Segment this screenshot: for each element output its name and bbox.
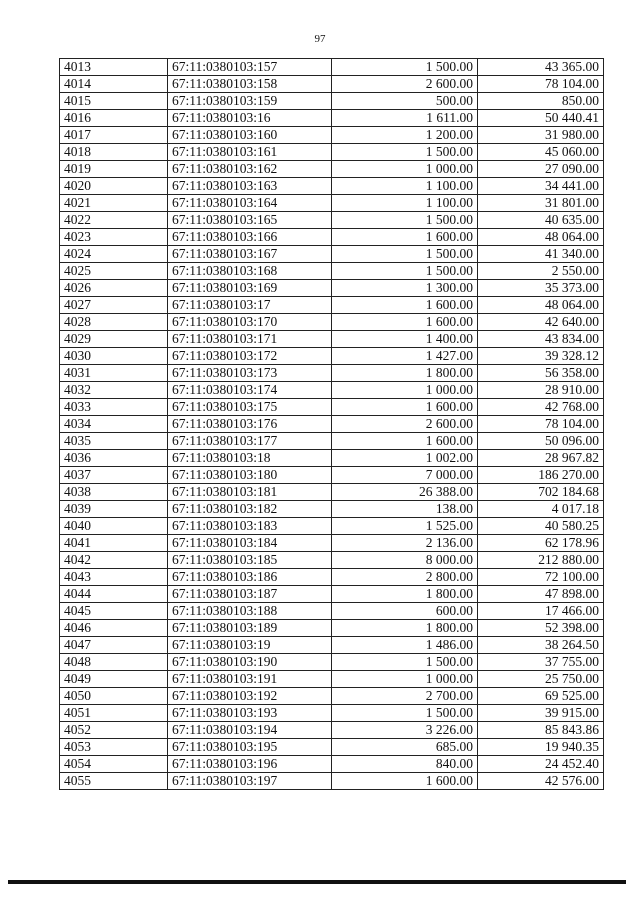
value-cell: 40 580.25 — [478, 518, 604, 535]
row-number-cell: 4038 — [60, 484, 168, 501]
area-cell: 1 002.00 — [332, 450, 478, 467]
table-row — [60, 127, 604, 144]
value-cell: 85 843.86 — [478, 722, 604, 739]
row-number-cell: 4018 — [60, 144, 168, 161]
value-cell: 42 576.00 — [478, 773, 604, 790]
row-number-cell: 4037 — [60, 467, 168, 484]
area-cell: 2 136.00 — [332, 535, 478, 552]
area-cell: 1 000.00 — [332, 382, 478, 399]
area-cell: 1 200.00 — [332, 127, 478, 144]
table-row — [60, 212, 604, 229]
row-number-cell: 4019 — [60, 161, 168, 178]
value-cell: 4 017.18 — [478, 501, 604, 518]
area-cell: 1 800.00 — [332, 620, 478, 637]
row-number-cell: 4030 — [60, 348, 168, 365]
row-number-cell: 4015 — [60, 93, 168, 110]
cadastral-number-cell: 67:11:0380103:195 — [168, 739, 332, 756]
area-cell: 840.00 — [332, 756, 478, 773]
cadastral-number-cell: 67:11:0380103:180 — [168, 467, 332, 484]
table-row — [60, 569, 604, 586]
value-cell: 25 750.00 — [478, 671, 604, 688]
cadastral-number-cell: 67:11:0380103:162 — [168, 161, 332, 178]
row-number-cell: 4039 — [60, 501, 168, 518]
area-cell: 1 800.00 — [332, 365, 478, 382]
value-cell: 28 910.00 — [478, 382, 604, 399]
table-row — [60, 76, 604, 93]
table-row — [60, 756, 604, 773]
value-cell: 43 365.00 — [478, 59, 604, 76]
value-cell: 40 635.00 — [478, 212, 604, 229]
area-cell: 1 427.00 — [332, 348, 478, 365]
value-cell: 37 755.00 — [478, 654, 604, 671]
value-cell: 19 940.35 — [478, 739, 604, 756]
area-cell: 1 600.00 — [332, 773, 478, 790]
row-number-cell: 4049 — [60, 671, 168, 688]
cadastral-number-cell: 67:11:0380103:169 — [168, 280, 332, 297]
table-row — [60, 688, 604, 705]
row-number-cell: 4052 — [60, 722, 168, 739]
row-number-cell: 4022 — [60, 212, 168, 229]
row-number-cell: 4034 — [60, 416, 168, 433]
area-cell: 1 000.00 — [332, 671, 478, 688]
value-cell: 43 834.00 — [478, 331, 604, 348]
cadastral-number-cell: 67:11:0380103:192 — [168, 688, 332, 705]
table-row — [60, 722, 604, 739]
cadastral-number-cell: 67:11:0380103:18 — [168, 450, 332, 467]
table-row — [60, 739, 604, 756]
area-cell: 1 500.00 — [332, 705, 478, 722]
table-row — [60, 195, 604, 212]
row-number-cell: 4041 — [60, 535, 168, 552]
row-number-cell: 4016 — [60, 110, 168, 127]
area-cell: 1 500.00 — [332, 59, 478, 76]
table-row — [60, 110, 604, 127]
value-cell: 56 358.00 — [478, 365, 604, 382]
value-cell: 17 466.00 — [478, 603, 604, 620]
cadastral-number-cell: 67:11:0380103:189 — [168, 620, 332, 637]
table-row — [60, 280, 604, 297]
table-row — [60, 178, 604, 195]
area-cell: 2 700.00 — [332, 688, 478, 705]
row-number-cell: 4025 — [60, 263, 168, 280]
area-cell: 2 800.00 — [332, 569, 478, 586]
table-row — [60, 161, 604, 178]
cadastral-number-cell: 67:11:0380103:197 — [168, 773, 332, 790]
cadastral-number-cell: 67:11:0380103:161 — [168, 144, 332, 161]
row-number-cell: 4048 — [60, 654, 168, 671]
area-cell: 1 600.00 — [332, 229, 478, 246]
area-cell: 1 600.00 — [332, 314, 478, 331]
value-cell: 42 768.00 — [478, 399, 604, 416]
value-cell: 50 096.00 — [478, 433, 604, 450]
area-cell: 1 500.00 — [332, 212, 478, 229]
table-row — [60, 620, 604, 637]
value-cell: 42 640.00 — [478, 314, 604, 331]
table-row — [60, 433, 604, 450]
value-cell: 72 100.00 — [478, 569, 604, 586]
row-number-cell: 4054 — [60, 756, 168, 773]
row-number-cell: 4014 — [60, 76, 168, 93]
row-number-cell: 4023 — [60, 229, 168, 246]
row-number-cell: 4051 — [60, 705, 168, 722]
value-cell: 2 550.00 — [478, 263, 604, 280]
value-cell: 35 373.00 — [478, 280, 604, 297]
area-cell: 1 486.00 — [332, 637, 478, 654]
value-cell: 38 264.50 — [478, 637, 604, 654]
area-cell: 3 226.00 — [332, 722, 478, 739]
cadastral-number-cell: 67:11:0380103:166 — [168, 229, 332, 246]
row-number-cell: 4031 — [60, 365, 168, 382]
cadastral-number-cell: 67:11:0380103:160 — [168, 127, 332, 144]
table-row — [60, 416, 604, 433]
area-cell: 1 000.00 — [332, 161, 478, 178]
cadastral-number-cell: 67:11:0380103:185 — [168, 552, 332, 569]
row-number-cell: 4045 — [60, 603, 168, 620]
cadastral-number-cell: 67:11:0380103:187 — [168, 586, 332, 603]
row-number-cell: 4020 — [60, 178, 168, 195]
area-cell: 1 600.00 — [332, 433, 478, 450]
cadastral-number-cell: 67:11:0380103:191 — [168, 671, 332, 688]
cadastral-number-cell: 67:11:0380103:194 — [168, 722, 332, 739]
value-cell: 28 967.82 — [478, 450, 604, 467]
cadastral-number-cell: 67:11:0380103:17 — [168, 297, 332, 314]
cadastral-number-cell: 67:11:0380103:173 — [168, 365, 332, 382]
table-row — [60, 93, 604, 110]
cadastral-number-cell: 67:11:0380103:172 — [168, 348, 332, 365]
area-cell: 685.00 — [332, 739, 478, 756]
value-cell: 212 880.00 — [478, 552, 604, 569]
cadastral-number-cell: 67:11:0380103:196 — [168, 756, 332, 773]
cadastral-number-cell: 67:11:0380103:19 — [168, 637, 332, 654]
cadastral-number-cell: 67:11:0380103:167 — [168, 246, 332, 263]
row-number-cell: 4042 — [60, 552, 168, 569]
area-cell: 1 400.00 — [332, 331, 478, 348]
table-row — [60, 382, 604, 399]
cadastral-number-cell: 67:11:0380103:177 — [168, 433, 332, 450]
value-cell: 78 104.00 — [478, 76, 604, 93]
table-row — [60, 467, 604, 484]
row-number-cell: 4021 — [60, 195, 168, 212]
area-cell: 1 500.00 — [332, 263, 478, 280]
value-cell: 48 064.00 — [478, 297, 604, 314]
area-cell: 26 388.00 — [332, 484, 478, 501]
table-row — [60, 331, 604, 348]
area-cell: 1 100.00 — [332, 178, 478, 195]
value-cell: 50 440.41 — [478, 110, 604, 127]
table-row — [60, 705, 604, 722]
area-cell: 7 000.00 — [332, 467, 478, 484]
area-cell: 600.00 — [332, 603, 478, 620]
row-number-cell: 4028 — [60, 314, 168, 331]
cadastral-number-cell: 67:11:0380103:183 — [168, 518, 332, 535]
value-cell: 186 270.00 — [478, 467, 604, 484]
area-cell: 1 500.00 — [332, 654, 478, 671]
cadastral-number-cell: 67:11:0380103:190 — [168, 654, 332, 671]
table-row — [60, 603, 604, 620]
area-cell: 1 600.00 — [332, 399, 478, 416]
row-number-cell: 4043 — [60, 569, 168, 586]
row-number-cell: 4053 — [60, 739, 168, 756]
row-number-cell: 4029 — [60, 331, 168, 348]
cadastral-number-cell: 67:11:0380103:158 — [168, 76, 332, 93]
row-number-cell: 4017 — [60, 127, 168, 144]
area-cell: 1 100.00 — [332, 195, 478, 212]
table-row — [60, 484, 604, 501]
table-row — [60, 552, 604, 569]
row-number-cell: 4047 — [60, 637, 168, 654]
area-cell: 500.00 — [332, 93, 478, 110]
value-cell: 27 090.00 — [478, 161, 604, 178]
table-row — [60, 314, 604, 331]
area-cell: 1 800.00 — [332, 586, 478, 603]
row-number-cell: 4026 — [60, 280, 168, 297]
value-cell: 41 340.00 — [478, 246, 604, 263]
row-number-cell: 4024 — [60, 246, 168, 263]
cadastral-number-cell: 67:11:0380103:182 — [168, 501, 332, 518]
table-row — [60, 773, 604, 790]
table-row — [60, 637, 604, 654]
table-row — [60, 671, 604, 688]
cadastral-number-cell: 67:11:0380103:193 — [168, 705, 332, 722]
table-row — [60, 348, 604, 365]
cadastral-number-cell: 67:11:0380103:159 — [168, 93, 332, 110]
table-row — [60, 246, 604, 263]
cadastral-number-cell: 67:11:0380103:164 — [168, 195, 332, 212]
row-number-cell: 4040 — [60, 518, 168, 535]
value-cell: 78 104.00 — [478, 416, 604, 433]
cadastral-number-cell: 67:11:0380103:170 — [168, 314, 332, 331]
row-number-cell: 4032 — [60, 382, 168, 399]
area-cell: 1 500.00 — [332, 246, 478, 263]
cadastral-number-cell: 67:11:0380103:188 — [168, 603, 332, 620]
table-row — [60, 654, 604, 671]
table-row — [60, 501, 604, 518]
table-row — [60, 365, 604, 382]
table-row — [60, 535, 604, 552]
value-cell: 62 178.96 — [478, 535, 604, 552]
cadastral-number-cell: 67:11:0380103:165 — [168, 212, 332, 229]
cadastral-number-cell: 67:11:0380103:175 — [168, 399, 332, 416]
table-row — [60, 59, 604, 76]
area-cell: 1 525.00 — [332, 518, 478, 535]
table-row — [60, 229, 604, 246]
table-row — [60, 399, 604, 416]
area-cell: 1 611.00 — [332, 110, 478, 127]
value-cell: 850.00 — [478, 93, 604, 110]
row-number-cell: 4033 — [60, 399, 168, 416]
cadastral-number-cell: 67:11:0380103:176 — [168, 416, 332, 433]
row-number-cell: 4027 — [60, 297, 168, 314]
value-cell: 31 801.00 — [478, 195, 604, 212]
table-row — [60, 450, 604, 467]
row-number-cell: 4044 — [60, 586, 168, 603]
land-plot-table — [59, 58, 604, 790]
value-cell: 52 398.00 — [478, 620, 604, 637]
table-row — [60, 297, 604, 314]
table-body — [60, 59, 604, 790]
cadastral-number-cell: 67:11:0380103:184 — [168, 535, 332, 552]
table-row — [60, 144, 604, 161]
value-cell: 47 898.00 — [478, 586, 604, 603]
value-cell: 69 525.00 — [478, 688, 604, 705]
cadastral-number-cell: 67:11:0380103:181 — [168, 484, 332, 501]
area-cell: 8 000.00 — [332, 552, 478, 569]
page-number: 97 — [314, 33, 326, 45]
area-cell: 2 600.00 — [332, 416, 478, 433]
cadastral-number-cell: 67:11:0380103:163 — [168, 178, 332, 195]
value-cell: 24 452.40 — [478, 756, 604, 773]
cadastral-number-cell: 67:11:0380103:157 — [168, 59, 332, 76]
row-number-cell: 4036 — [60, 450, 168, 467]
cadastral-number-cell: 67:11:0380103:16 — [168, 110, 332, 127]
area-cell: 2 600.00 — [332, 76, 478, 93]
cadastral-number-cell: 67:11:0380103:174 — [168, 382, 332, 399]
area-cell: 138.00 — [332, 501, 478, 518]
cadastral-number-cell: 67:11:0380103:186 — [168, 569, 332, 586]
area-cell: 1 600.00 — [332, 297, 478, 314]
table-row — [60, 586, 604, 603]
value-cell: 39 915.00 — [478, 705, 604, 722]
row-number-cell: 4055 — [60, 773, 168, 790]
area-cell: 1 300.00 — [332, 280, 478, 297]
value-cell: 39 328.12 — [478, 348, 604, 365]
table-row — [60, 263, 604, 280]
value-cell: 34 441.00 — [478, 178, 604, 195]
cadastral-number-cell: 67:11:0380103:168 — [168, 263, 332, 280]
bottom-rule — [8, 880, 626, 884]
value-cell: 702 184.68 — [478, 484, 604, 501]
row-number-cell: 4013 — [60, 59, 168, 76]
row-number-cell: 4046 — [60, 620, 168, 637]
row-number-cell: 4050 — [60, 688, 168, 705]
value-cell: 31 980.00 — [478, 127, 604, 144]
value-cell: 48 064.00 — [478, 229, 604, 246]
cadastral-number-cell: 67:11:0380103:171 — [168, 331, 332, 348]
row-number-cell: 4035 — [60, 433, 168, 450]
value-cell: 45 060.00 — [478, 144, 604, 161]
area-cell: 1 500.00 — [332, 144, 478, 161]
table-row — [60, 518, 604, 535]
